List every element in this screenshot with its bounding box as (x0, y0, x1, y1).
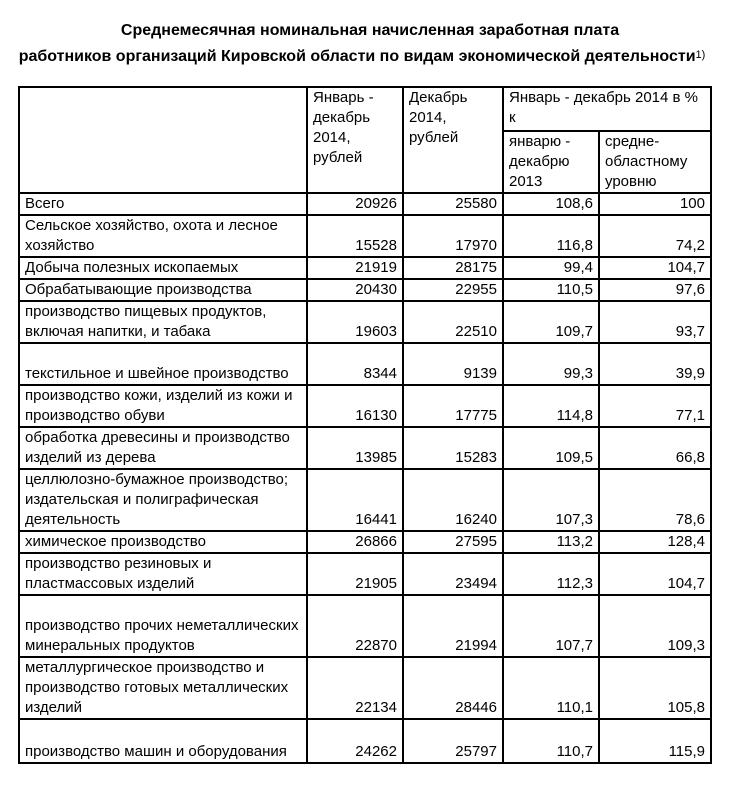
activity-cell: Сельское хозяйство, охота и лесное хозяйство (19, 215, 307, 257)
table-row (19, 719, 711, 763)
dec-cell: 23494 (403, 553, 503, 595)
activity-cell: химическое производство (19, 531, 307, 553)
pct-avg-cell: 104,7 (599, 257, 711, 279)
activity-cell: Добыча полезных ископаемых (19, 257, 307, 279)
jan-dec-cell: 22134 (307, 657, 403, 719)
pct-prev-cell: 114,8 (503, 385, 599, 427)
table-row (19, 257, 711, 279)
pct-prev-cell: 110,5 (503, 279, 599, 301)
pct-prev-cell: 107,7 (503, 595, 599, 657)
activity-cell: текстильное и швейное производство (19, 343, 307, 385)
header-pct-group: Январь - декабрь 2014 в % к (503, 87, 711, 131)
dec-cell: 28175 (403, 257, 503, 279)
pct-avg-cell: 128,4 (599, 531, 711, 553)
jan-dec-cell: 26866 (307, 531, 403, 553)
pct-prev-cell: 99,4 (503, 257, 599, 279)
dec-cell: 17775 (403, 385, 503, 427)
jan-dec-cell: 20430 (307, 279, 403, 301)
activity-cell: Обрабатывающие производства (19, 279, 307, 301)
pct-avg-cell: 39,9 (599, 343, 711, 385)
title-line-1: Среднемесячная номинальная начисленная заработная плата (120, 22, 620, 39)
jan-dec-cell: 20926 (307, 193, 403, 215)
pct-avg-cell: 78,6 (599, 469, 711, 531)
dec-cell: 16240 (403, 469, 503, 531)
header-pct-avg: средне-областному уровню (599, 131, 711, 193)
table-row (19, 193, 711, 215)
pct-prev-cell: 116,8 (503, 215, 599, 257)
pct-prev-cell: 110,1 (503, 657, 599, 719)
pct-avg-cell: 66,8 (599, 427, 711, 469)
title-footnote: 1) (695, 49, 706, 61)
pct-avg-cell: 97,6 (599, 279, 711, 301)
table-row (19, 553, 711, 595)
activity-cell: обработка древесины и производство изделий из дерева (19, 427, 307, 469)
jan-dec-cell: 19603 (307, 301, 403, 343)
pct-prev-cell: 107,3 (503, 469, 599, 531)
pct-avg-cell: 109,3 (599, 595, 711, 657)
activity-cell: производство машин и оборудования (19, 719, 307, 763)
page-title (0, 18, 740, 70)
pct-avg-cell: 105,8 (599, 657, 711, 719)
dec-cell: 28446 (403, 657, 503, 719)
dec-cell: 27595 (403, 531, 503, 553)
pct-avg-cell: 74,2 (599, 215, 711, 257)
wage-table (18, 86, 712, 764)
pct-prev-cell: 113,2 (503, 531, 599, 553)
jan-dec-cell: 16130 (307, 385, 403, 427)
activity-cell: производство пищевых продуктов, включая напитки, и табака (19, 301, 307, 343)
jan-dec-cell: 8344 (307, 343, 403, 385)
jan-dec-cell: 24262 (307, 719, 403, 763)
pct-avg-cell: 104,7 (599, 553, 711, 595)
table-row (19, 343, 711, 385)
dec-cell: 22510 (403, 301, 503, 343)
dec-cell: 15283 (403, 427, 503, 469)
dec-cell: 22955 (403, 279, 503, 301)
table-row (19, 427, 711, 469)
table-row (19, 531, 711, 553)
activity-cell: производство кожи, изделий из кожи и производство обуви (19, 385, 307, 427)
dec-cell: 9139 (403, 343, 503, 385)
header-jan-dec: Январь - декабрь 2014, рублей (307, 87, 403, 193)
table-row (19, 595, 711, 657)
pct-prev-cell: 108,6 (503, 193, 599, 215)
pct-avg-cell: 77,1 (599, 385, 711, 427)
dec-cell: 17970 (403, 215, 503, 257)
pct-prev-cell: 109,5 (503, 427, 599, 469)
activity-cell: целлюлозно-бумажное производство; издательская и полиграфическая деятельность (19, 469, 307, 531)
dec-cell: 25580 (403, 193, 503, 215)
pct-prev-cell: 110,7 (503, 719, 599, 763)
dec-cell: 21994 (403, 595, 503, 657)
pct-prev-cell: 109,7 (503, 301, 599, 343)
title-line-2 (0, 44, 740, 70)
pct-avg-cell: 115,9 (599, 719, 711, 763)
pct-avg-cell: 100 (599, 193, 711, 215)
table-row (19, 301, 711, 343)
table-row (19, 469, 711, 531)
activity-cell: производство резиновых и пластмассовых изделий (19, 553, 307, 595)
jan-dec-cell: 22870 (307, 595, 403, 657)
jan-dec-cell: 21905 (307, 553, 403, 595)
header-pct-prev: январю - декабрю 2013 (503, 131, 599, 193)
activity-cell: производство прочих неметаллических минеральных продуктов (19, 595, 307, 657)
title-line-2-text: работников организаций Кировской области по видам экономической деятельности (18, 48, 696, 65)
activity-cell: Всего (19, 193, 307, 215)
jan-dec-cell: 15528 (307, 215, 403, 257)
jan-dec-cell: 16441 (307, 469, 403, 531)
table-row (19, 657, 711, 719)
pct-avg-cell: 93,7 (599, 301, 711, 343)
table-row (19, 385, 711, 427)
activity-cell: металлургическое производство и производство готовых металлических изделий (19, 657, 307, 719)
header-dec: Декабрь 2014, рублей (403, 87, 503, 193)
dec-cell: 25797 (403, 719, 503, 763)
table-row (19, 279, 711, 301)
pct-prev-cell: 112,3 (503, 553, 599, 595)
table-row (19, 215, 711, 257)
jan-dec-cell: 13985 (307, 427, 403, 469)
header-activity (19, 87, 307, 193)
pct-prev-cell: 99,3 (503, 343, 599, 385)
jan-dec-cell: 21919 (307, 257, 403, 279)
